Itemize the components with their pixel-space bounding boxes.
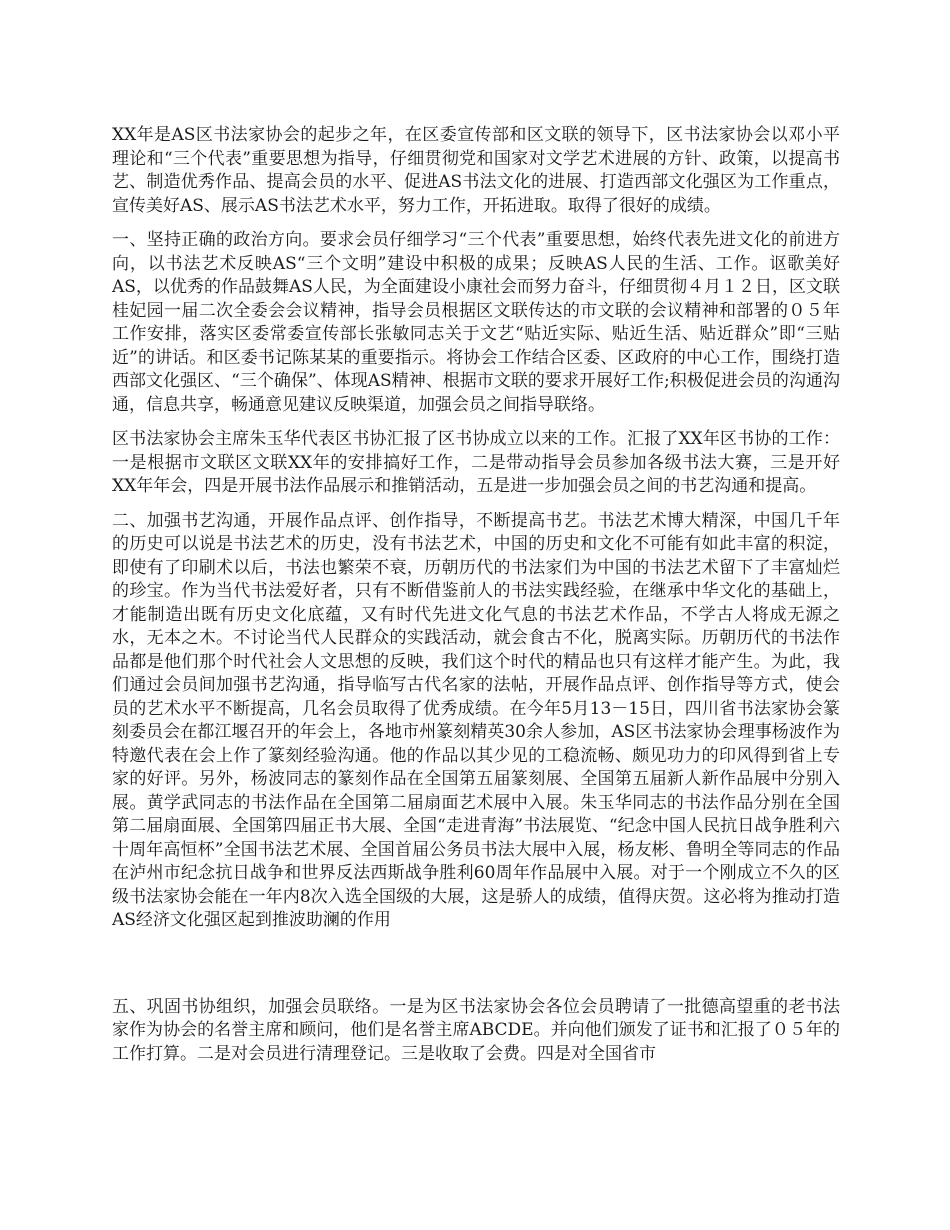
- paragraph-section-5: 五、巩固书协组织，加强会员联络。一是为区书法家协会各位会员聘请了一批德高望重的老书法家作为协会的名誉主席和顾问，他们是名誉主席ABCDE。并向他们颁发了证书和汇报了０５年的工作打算。二是对会员进行清理登记。三是收取了会费。四是对全国省市: [112, 996, 840, 1064]
- paragraph-gap: [112, 944, 840, 996]
- paragraph-section-2: 二、加强书艺沟通，开展作品点评、创作指导，不断提高书艺。书法艺术博大精深，中国几千年的历史可以说是书法艺术的历史，没有书法艺术，中国的历史和文化不可能有如此丰富的积淀，即使有了印刷术以后，书法也繁荣不衰，历朝历代的书法家们为中国的书法艺术留下了丰富灿烂的珍宝。作为当代书法爱好者，只有不断借鉴前人的书法实践经验，在继承中华文化的基础上，才能制造出既有历史文化底蕴，又有时代先进文化气息的书法艺术作品，不学古人将成无源之水，无本之木。不讨论当代人民群众的实践活动，就会食古不化，脱离实际。历朝历代的书法作品都是他们那个时代社会人文思想的反映，我们这个时代的精品也只有这样才能产生。为此，我们通过会员间加强书艺沟通，指导临写古代名家的法帖，开展作品点评、创作指导等方式，使会员的艺术水平不断提高，几名会员取得了优秀成绩。在今年5月13－15日，四川省书法家协会篆刻委员会在都江堰召开的年会上，各地市州篆刻精英30余人参加，AS区书法家协会理事杨波作为特邀代表在会上作了篆刻经验沟通。他的作品以其少见的工稳流畅、颇见功力的印风得到省上专家的好评。另外，杨波同志的篆刻作品在全国第五届篆刻展、全国第五届新人新作品展中分别入展。黄学武同志的书法作品在全国第二届扇面艺术展中入展。朱玉华同志的书法作品分别在全国第二届扇面展、全国第四届正书大展、全国“走进青海”书法展览、“纪念中国人民抗日战争胜利六十周年高恒杯”全国书法艺术展、全国首届公务员书法大展中入展，杨友彬、鲁明全等同志的作品在泸州市纪念抗日战争和世界反法西斯战争胜利60周年作品展中入展。对于一个刚成立不久的区级书法家协会能在一年内8次入选全国级的大展，这是骄人的成绩，值得庆贺。这必将为推动打造AS经济文化强区起到推波助澜的作用: [112, 510, 840, 930]
- paragraph-report: 区书法家协会主席朱玉华代表区书协汇报了区书协成立以来的工作。汇报了XX年区书协的工作：一是根据市文联区文联XX年的安排搞好工作，二是带动指导会员参加各级书法大赛，三是开好XX年年会，四是开展书法作品展示和推销活动，五是进一步加强会员之间的书艺沟通和提高。: [112, 429, 840, 496]
- document-body: [112, 124, 840, 1077]
- paragraph-intro: XX年是AS区书法家协会的起步之年，在区委宣传部和区文联的领导下，区书法家协会以邓小平理论和“三个代表”重要思想为指导，仔细贯彻党和国家对文学艺术进展的方针、政策，以提高书艺、制造优秀作品、提高会员的水平、促进AS书法文化的进展、打造西部文化强区为工作重点，宣传美好AS、展示AS书法艺术水平，努力工作，开拓进取。取得了很好的成绩。: [112, 125, 840, 216]
- paragraph-section-1: 一、坚持正确的政治方向。要求会员仔细学习“三个代表”重要思想，始终代表先进文化的前进方向，以书法艺术反映AS“三个文明”建设中积极的成果；反映AS人民的生活、工作。讴歌美好AS，以优秀的作品鼓舞AS人民，为全面建设小康社会而努力奋斗，仔细贯彻４月１２日，区文联桂妃园一届二次全委会会议精神，指导会员根据区文联传达的市文联的会议精神和部署的０５年工作安排，落实区委常委宣传部长张敏同志关于文艺“贴近实际、贴近生活、贴近群众”即“三贴近”的讲话。和区委书记陈某某的重要指示。将协会工作结合区委、区政府的中心工作，围绕打造西部文化强区、“三个确保”、体现AS精神、根据市文联的要求开展好工作;积极促进会员的沟通沟通，信息共享，畅通意见建议反映渠道，加强会员之间指导联络。: [112, 230, 840, 415]
